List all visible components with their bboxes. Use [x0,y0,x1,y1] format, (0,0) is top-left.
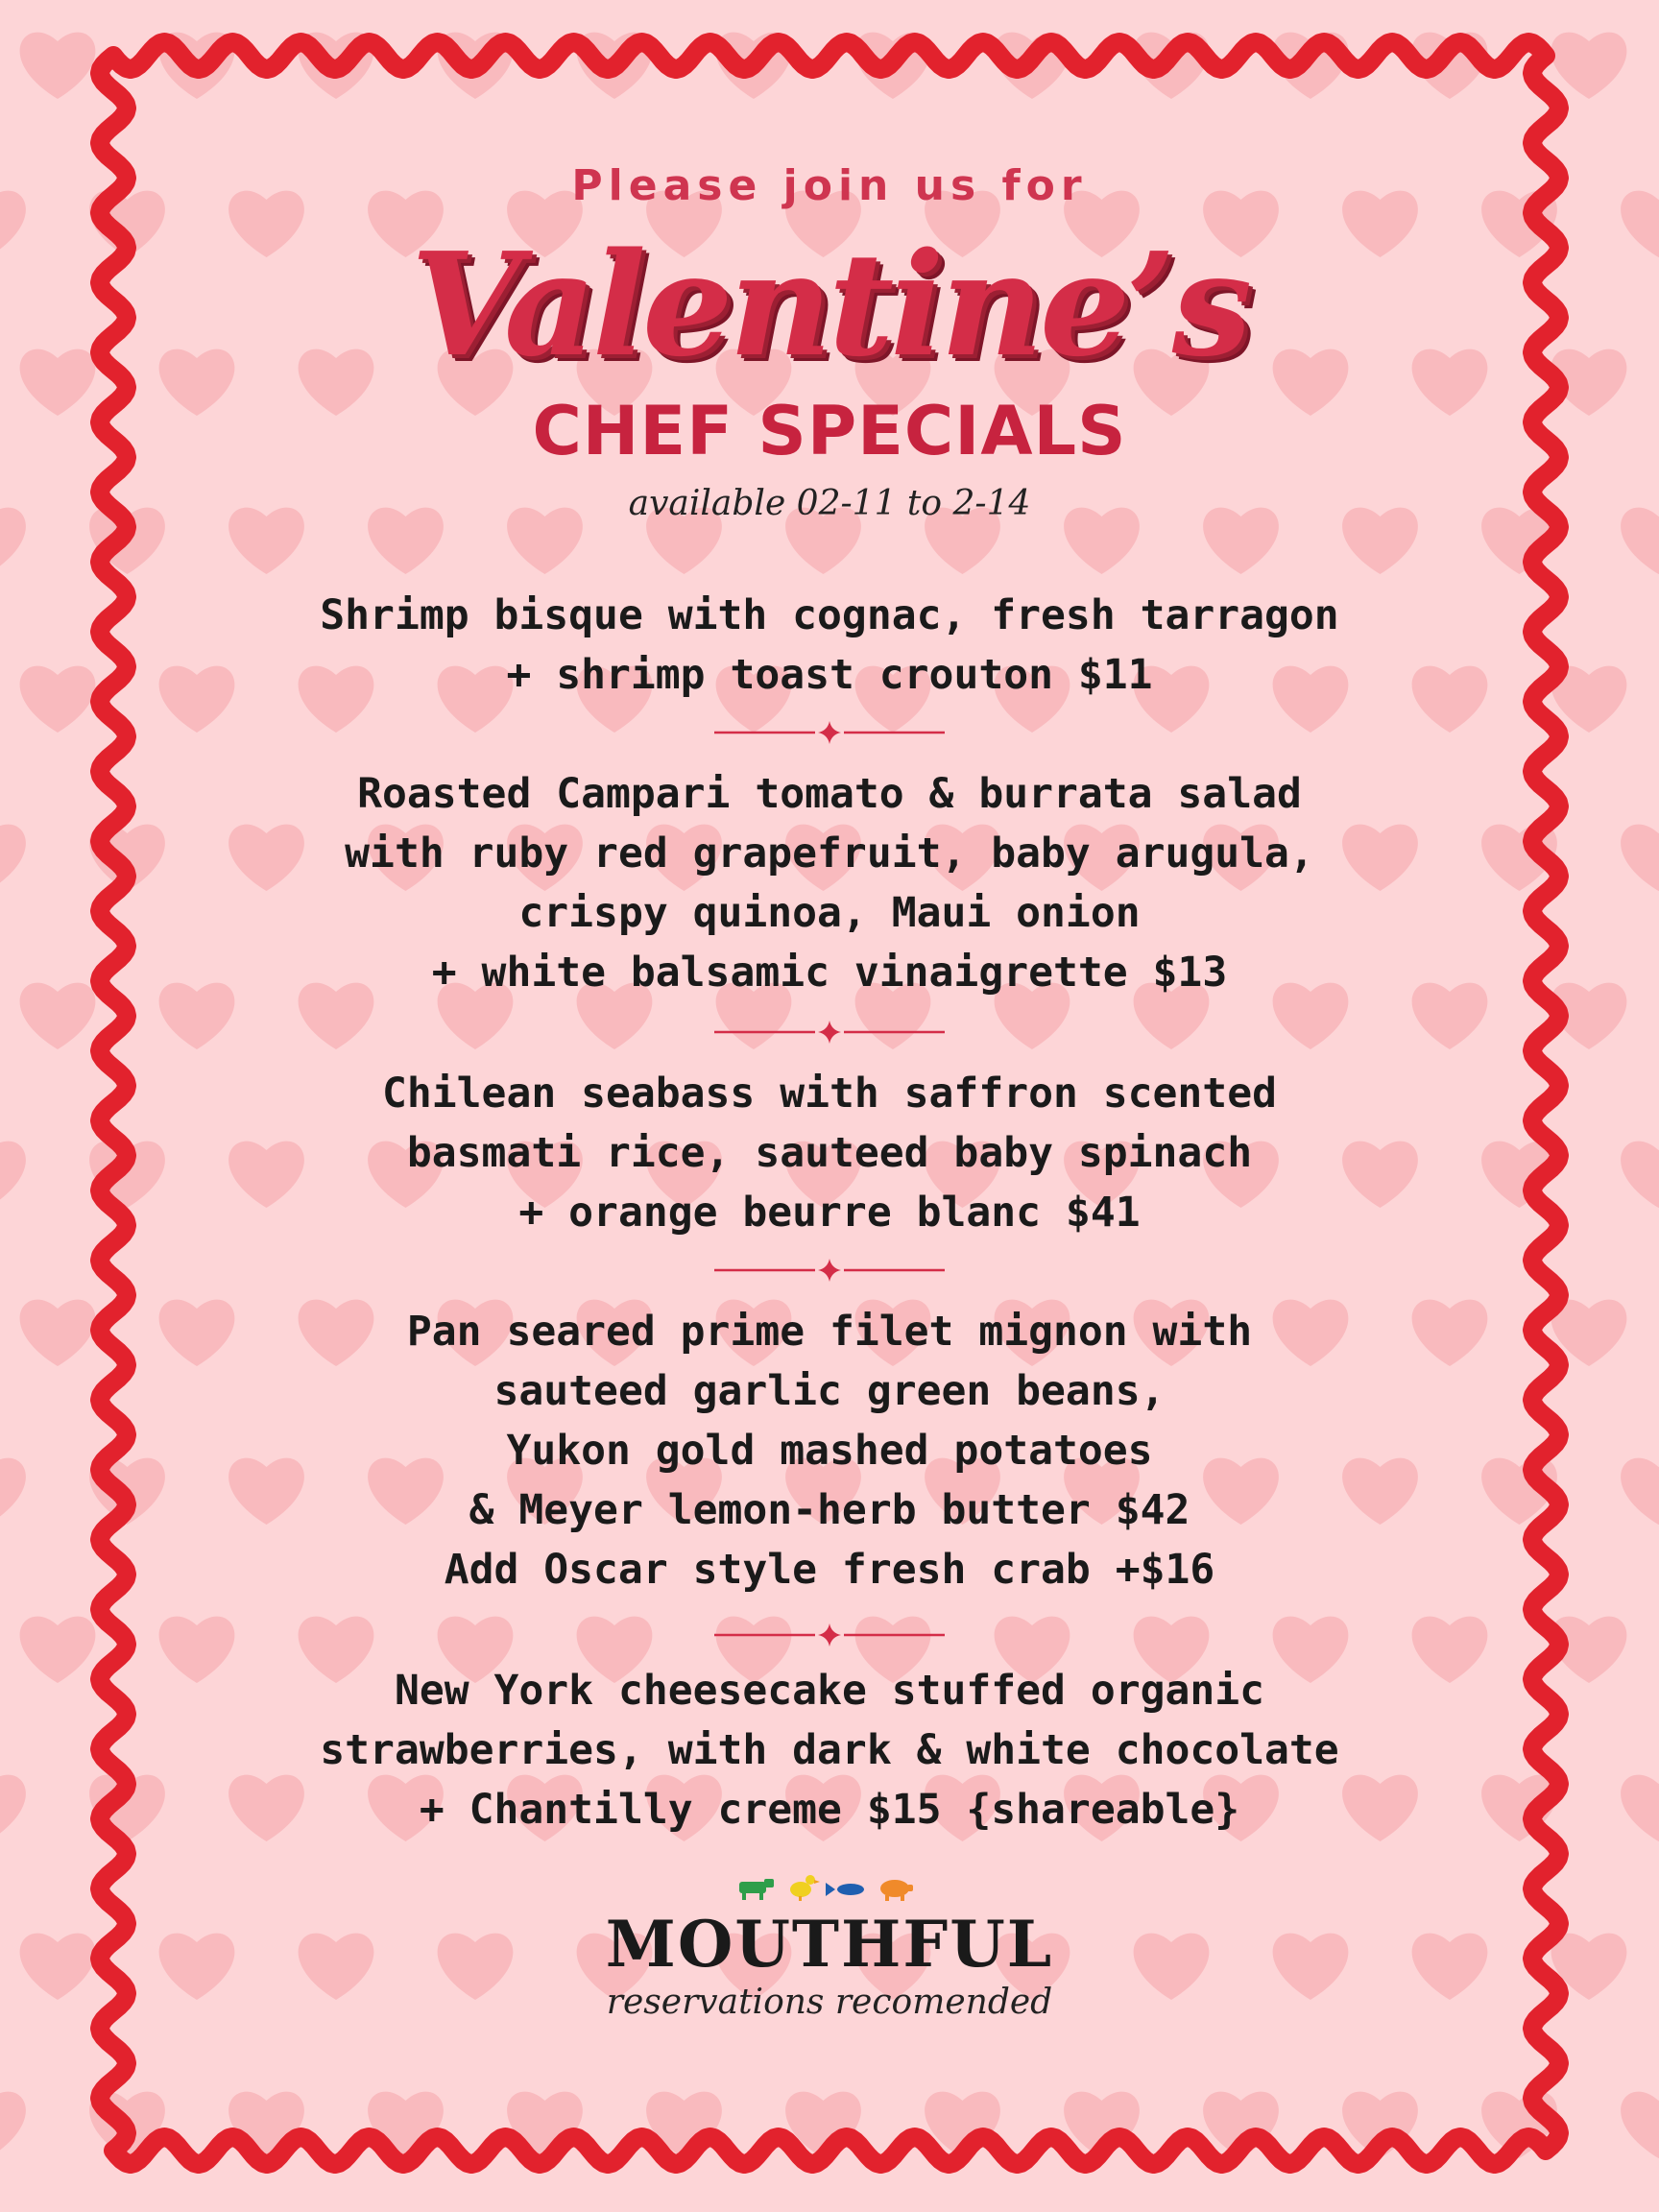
menu-item-cheesecake-strawberries [250,1661,1409,1839]
page-title: Valentine’s [410,221,1249,388]
reservation-note: reservations recomended [606,1983,1053,2022]
divider [250,1256,1409,1285]
brand-name: MOUTHFUL [605,1907,1054,1982]
subtitle: CHEF SPECIALS [532,392,1127,470]
menu-line: + white balsamic vinaigrette $13 [431,949,1228,997]
divider [250,1621,1409,1649]
menu-line: & Meyer lemon-herb butter $42 [469,1486,1190,1534]
menu-line: Add Oscar style fresh crab +$16 [444,1546,1215,1594]
menu-card [250,0,1409,2212]
menu-line: strawberries, with dark & white chocolate [320,1726,1339,1774]
divider [250,1018,1409,1046]
menu-line: sauteed garlic green beans, [493,1367,1166,1415]
menu-line: crispy quinoa, Maui onion [518,889,1141,937]
menu-line: basmati rice, sauteed baby spinach [406,1129,1253,1177]
availability-dates: available 02-11 to 2-14 [628,484,1031,523]
divider-ornament [705,1256,954,1285]
pig-icon [880,1880,913,1901]
menu-line: New York cheesecake stuffed organic [394,1667,1265,1715]
menu-line: Chilean seabass with saffron scented [382,1070,1277,1118]
chicken-icon [790,1875,820,1901]
sparkle-icon [818,721,841,744]
menu-line: + Chantilly creme $15 {shareable} [419,1786,1240,1834]
sparkle-icon [818,1259,841,1282]
menu-line: Yukon gold mashed potatoes [506,1427,1153,1475]
menu-item-burrata-salad [250,764,1409,1002]
menu-item-chilean-seabass [250,1064,1409,1242]
fish-icon [826,1883,864,1896]
menu-item-filet-mignon [250,1302,1409,1599]
menu-line: + shrimp toast crouton $11 [506,651,1153,699]
divider [250,718,1409,747]
cow-icon [739,1879,774,1900]
sparkle-icon [818,1623,841,1647]
sparkle-icon [818,1021,841,1044]
menu-line: with ruby red grapefruit, baby arugula, [345,830,1314,878]
brand-logo-icons [250,1872,1409,1901]
divider-ornament [705,718,954,747]
divider-ornament [705,1621,954,1649]
menu-line: Shrimp bisque with cognac, fresh tarragon [320,591,1339,639]
menu-line: Roasted Campari tomato & burrata salad [357,770,1302,818]
menu-line: + orange beurre blanc $41 [518,1189,1141,1237]
divider-ornament [705,1018,954,1046]
intro-text: Please join us for [571,161,1088,210]
menu-line: Pan seared prime filet mignon with [406,1308,1253,1356]
menu-item-shrimp-bisque [250,586,1409,705]
